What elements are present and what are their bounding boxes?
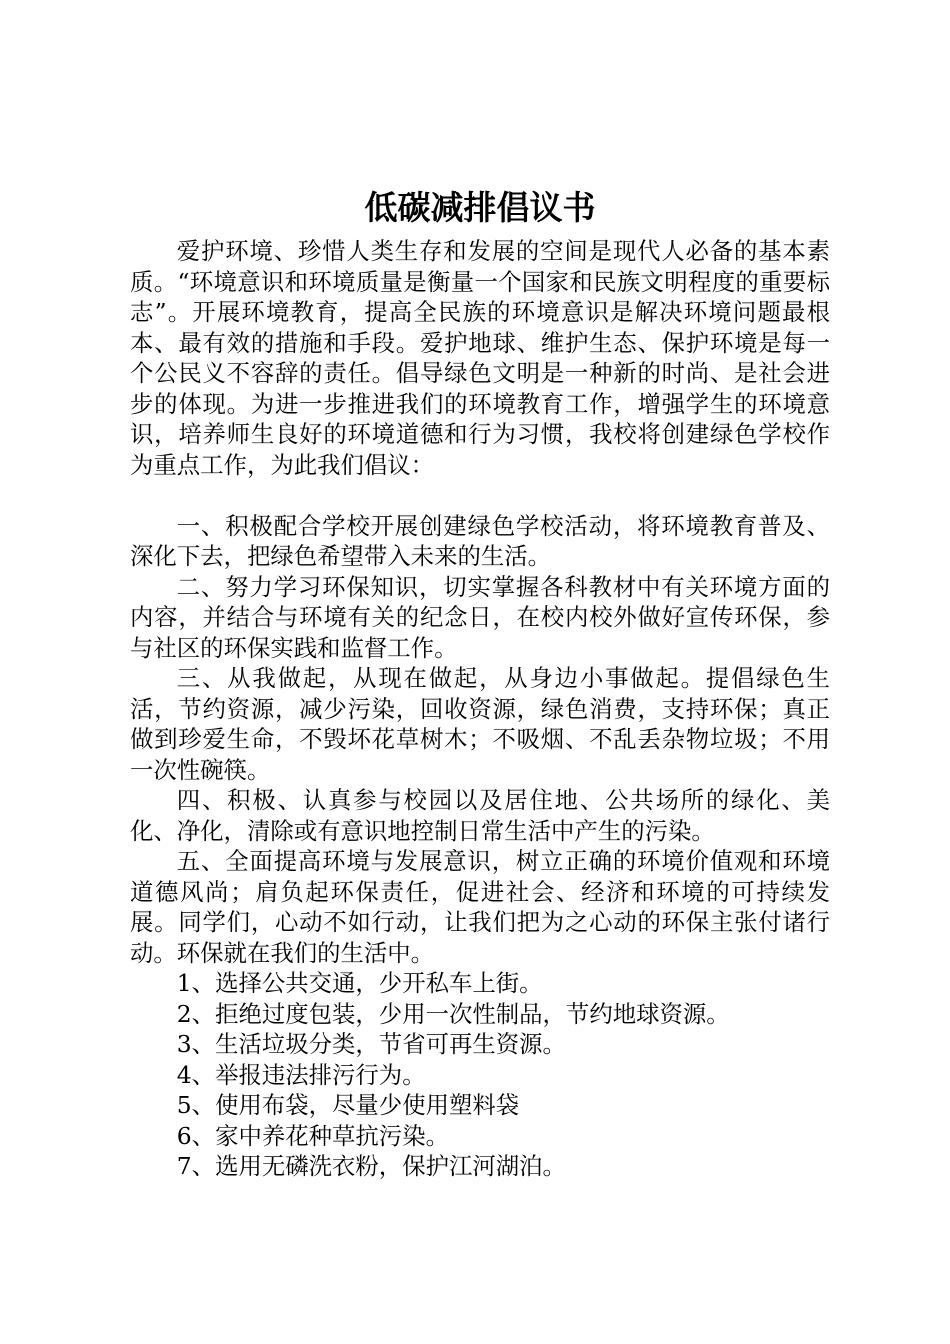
action-item: 5、使用布袋，尽量少使用塑料袋 bbox=[176, 1091, 520, 1119]
proposal-point: 五、全面提高环境与发展意识，树立正确的环境价值观和环境道德风尚；肩负起环保责任，促进社会、经济和环境的可持续发展。同学们，心动不如行动，让我们把为之心动的环保主张付诸行动。环保就在我们的生活中。 bbox=[130, 847, 830, 967]
proposal-point: 三、从我做起，从现在做起，从身边小事做起。提倡绿色生活，节约资源，减少污染，回收资源，绿色消费，支持环保；真正做到珍爱生命，不毁坏花草树木；不吸烟、不乱丢杂物垃圾；不用一次性碗筷。 bbox=[130, 664, 830, 784]
action-item: 7、选用无磷洗衣粉，保护江河湖泊。 bbox=[176, 1152, 566, 1180]
action-item: 2、拒绝过度包装，少用一次性制品，节约地球资源。 bbox=[176, 999, 730, 1028]
action-item: 3、生活垃圾分类，节省可再生资源。 bbox=[176, 1030, 566, 1058]
action-item: 6、家中养花种草抗污染。 bbox=[176, 1121, 449, 1150]
action-list bbox=[130, 968, 830, 1182]
proposal-point: 一、积极配合学校开展创建绿色学校活动，将环境教育普及、深化下去，把绿色希望带入未来的生活。 bbox=[130, 511, 830, 570]
proposal-point: 二、努力学习环保知识，切实掌握各科教材中有关环境方面的内容，并结合与环境有关的纪念日，在校内校外做好宣传环保，参与社区的环保实践和监督工作。 bbox=[130, 572, 830, 662]
action-item: 4、举报违法排污行为。 bbox=[176, 1060, 426, 1089]
intro-paragraph: 爱护环境、珍惜人类生存和发展的空间是现代人必备的基本素质。“环境意识和环境质量是衡量一个国家和民族文明程度的重要标志”。开展环境教育，提高全民族的环境意识是解决环境问题最根本、最有效的措施和手段。爱护地球、维护生态、保护环境是每一个公民义不容辞的责任。倡导绿色文明是一种新的时尚、是社会进步的体现。为进一步推进我们的环境教育工作，增强学生的环境意识，培养师生良好的环境道德和行为习惯，我校将创建绿色学校作为重点工作，为此我们倡议： bbox=[130, 237, 830, 479]
proposal-point: 四、积极、认真参与校园以及居住地、公共场所的绿化、美化、净化，清除或有意识地控制日常生活中产生的污染。 bbox=[130, 786, 830, 845]
action-item: 1、选择公共交通，少开私车上街。 bbox=[176, 969, 543, 997]
document-body bbox=[130, 236, 830, 1182]
document-title: 低碳减排倡议书 bbox=[364, 188, 596, 227]
paragraph-spacer bbox=[130, 480, 830, 511]
